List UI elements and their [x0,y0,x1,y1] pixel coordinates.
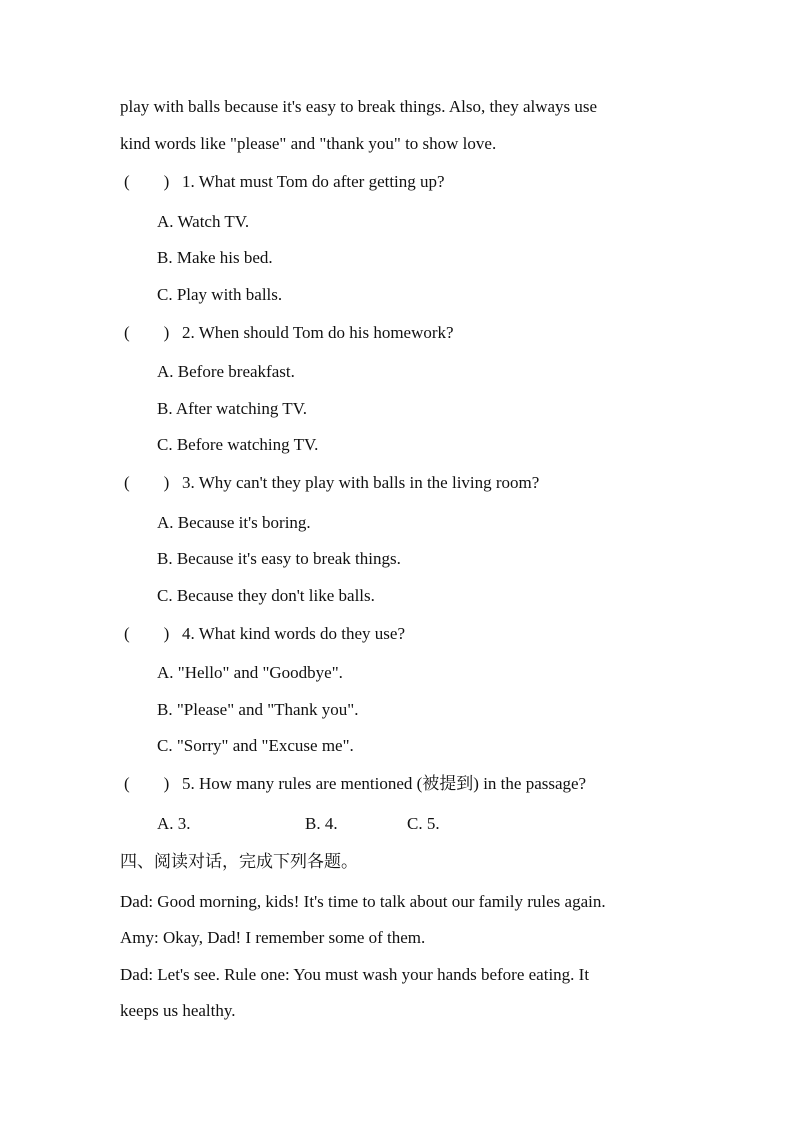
option-b: B. "Please" and "Thank you". [157,700,359,719]
dialogue-line: Dad: Let's see. Rule one: You must wash your hands before eating. It [120,965,590,984]
option-a: A. "Hello" and "Goodbye". [157,663,343,682]
question-5 [124,773,586,795]
dialogue-line: Dad: Good morning, kids! It's time to talk about our family rules again. [120,892,606,911]
option-b: B. 4. [305,814,338,833]
passage-line: kind words like "please" and "thank you" to show love. [120,134,497,153]
options-row [157,813,557,835]
option-a: A. 3. [157,814,191,833]
option-a: A. Watch TV. [157,212,250,231]
option-c: C. "Sorry" and "Excuse me". [157,736,354,755]
question-text: 5. How many rules are mentioned (被提到) in the passage? [182,774,587,793]
question-1 [124,171,445,193]
question-3 [124,472,539,494]
passage-line: play with balls because it's easy to break things. Also, they always use [120,97,598,116]
section-title: 四、阅读对话，完成下列各题。 [120,852,358,871]
option-a: A. Before breakfast. [157,362,295,381]
question-4 [124,623,405,645]
dialogue-line: Amy: Okay, Dad! I remember some of them. [120,928,426,947]
question-text: 1. What must Tom do after getting up? [182,172,445,191]
question-text: 2. When should Tom do his homework? [182,323,454,342]
answer-blank[interactable]: ( ) [124,624,170,643]
option-c: C. Play with balls. [157,285,283,304]
question-text: 4. What kind words do they use? [182,624,406,643]
option-b: B. Because it's easy to break things. [157,549,401,568]
answer-blank[interactable]: ( ) [124,473,170,492]
answer-blank[interactable]: ( ) [124,774,170,793]
option-b: B. Make his bed. [157,248,273,267]
question-2 [124,322,454,344]
dialogue-line: keeps us healthy. [120,1001,236,1020]
option-c: C. Because they don't like balls. [157,586,375,605]
option-c: C. Before watching TV. [157,435,319,454]
question-text: 3. Why can't they play with balls in the living room? [182,473,540,492]
option-a: A. Because it's boring. [157,513,311,532]
answer-blank[interactable]: ( ) [124,323,170,342]
option-b: B. After watching TV. [157,399,307,418]
option-c: C. 5. [407,814,440,833]
answer-blank[interactable]: ( ) [124,172,170,191]
